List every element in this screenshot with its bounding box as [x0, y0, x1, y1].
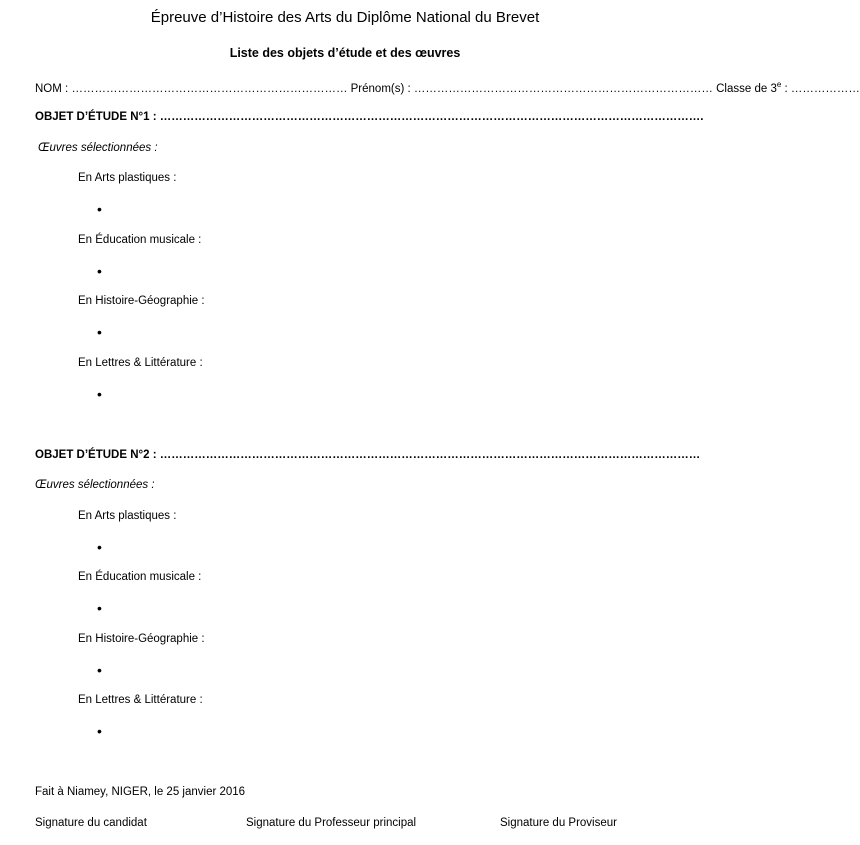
prenom-label: Prénom(s) :: [350, 82, 411, 95]
subject-1-lettres: En Lettres & Littérature :: [78, 357, 203, 369]
subject-2-musique: En Éducation musicale :: [78, 571, 202, 583]
classe-field[interactable]: ………………: [790, 82, 860, 95]
bullet-2-lettres: •: [97, 723, 102, 739]
signature-candidate: Signature du candidat: [35, 817, 147, 829]
bullet-2-musique: •: [97, 600, 102, 616]
nom-field[interactable]: ………………………………………………………………: [71, 82, 348, 95]
subject-2-arts: En Arts plastiques :: [78, 510, 177, 522]
page-subtitle: Liste des objets d’étude et des œuvres: [229, 46, 461, 60]
classe-label: Classe de 3e :: [716, 80, 788, 95]
bullet-2-histoire: •: [97, 662, 102, 678]
subject-2-histoire: En Histoire-Géographie :: [78, 633, 205, 645]
signature-teacher: Signature du Professeur principal: [246, 817, 417, 829]
bullet-2-arts: •: [97, 539, 102, 555]
prenom-field[interactable]: ……………………………………………………………………: [413, 82, 713, 95]
works-1-label: Œuvres sélectionnées :: [38, 142, 158, 154]
bullet-1-musique: •: [97, 263, 102, 279]
page-title: Épreuve d’Histoire des Arts du Diplôme National du Brevet: [150, 9, 540, 26]
subject-1-musique: En Éducation musicale :: [78, 234, 202, 246]
object-2-field[interactable]: ……………………………………………………………………………………………………………………………: [159, 449, 701, 461]
object-1-line: [35, 111, 703, 123]
identity-line: [35, 80, 860, 95]
signature-principal: Signature du Proviseur: [500, 817, 617, 829]
object-2-label: OBJET D’ÉTUDE N°2 :: [35, 449, 157, 461]
nom-label: NOM :: [35, 82, 69, 95]
subject-1-arts: En Arts plastiques :: [78, 172, 177, 184]
object-2-line: [35, 449, 700, 461]
object-1-label: OBJET D’ÉTUDE N°1 :: [35, 111, 157, 123]
place-date: Fait à Niamey, NIGER, le 25 janvier 2016: [35, 786, 246, 798]
bullet-1-histoire: •: [97, 324, 102, 340]
works-2-label: Œuvres sélectionnées :: [35, 479, 155, 491]
object-1-field[interactable]: …………………………………………………………………………………………………………………………….: [159, 111, 704, 123]
subject-2-lettres: En Lettres & Littérature :: [78, 694, 203, 706]
bullet-1-arts: •: [97, 201, 102, 217]
subject-1-histoire: En Histoire-Géographie :: [78, 295, 205, 307]
bullet-1-lettres: •: [97, 386, 102, 402]
